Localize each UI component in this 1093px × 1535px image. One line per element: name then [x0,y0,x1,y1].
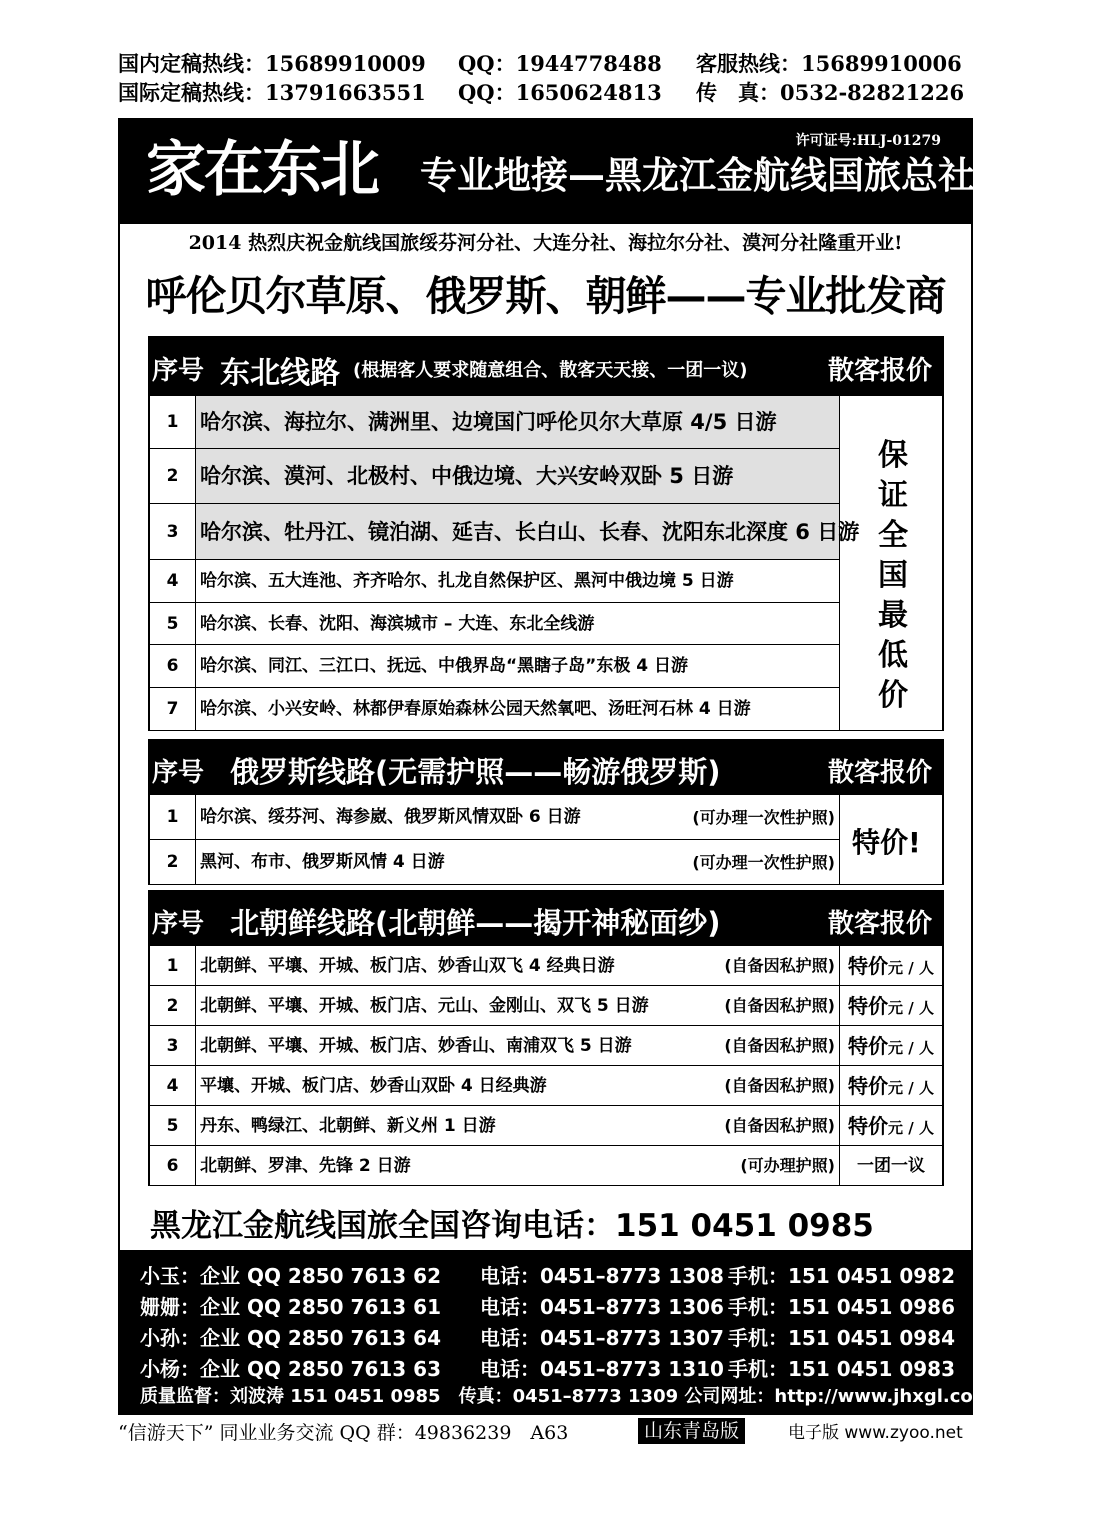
price-unit: 元 / 人 [888,959,934,977]
route-number: 7 [148,688,196,730]
route-row [148,645,840,688]
korea-header [148,890,944,946]
price-label: 散客报价 [827,758,932,788]
price-negotiable: 一团一议 [857,1156,925,1176]
route-row [148,688,840,731]
lowest-price-note: 保证全国最低价 [878,438,908,713]
northeast-table [148,336,944,731]
brand-banner [120,120,975,224]
route-text: 哈尔滨、牡丹江、镜泊湖、延吉、长白山、长春、沈阳东北深度 6 日游 [196,504,840,559]
route-row [148,396,840,449]
route-text: 哈尔滨、漠河、北极村、中俄边境、大兴安岭双卧 5 日游 [196,449,840,503]
no-label: 序号 [152,356,205,386]
route-name: 丹东、鸭绿江、北朝鲜、新义州 1 日游 [200,1116,496,1136]
route-name: 北朝鲜、平壤、开城、板门店、妙香山、南浦双飞 5 日游 [200,1036,632,1056]
brand-name: 家在东北 [146,135,378,205]
footer-qq-group: “信游天下” 同业业务交流 QQ 群：49836239 A63 [118,1422,569,1444]
route-text [196,986,840,1025]
route-row [148,795,840,840]
route-number: 5 [148,603,196,644]
contact-tel: 电话：0451–8773 1310 [480,1357,724,1381]
route-row [148,560,840,603]
route-row [148,946,944,986]
license-number: 许可证号:HLJ-01279 [795,133,941,149]
price-label: 散客报价 [827,356,932,386]
headline: 呼伦贝尔草原、俄罗斯、朝鲜——专业批发商 [145,272,946,320]
route-text [196,946,840,985]
consult-phone: 黑龙江金航线国旅全国咨询电话：151 0451 0985 [150,1208,874,1244]
route-name: 北朝鲜、平壤、开城、板门店、元山、金刚山、双飞 5 日游 [200,996,649,1016]
price-cell [840,1146,944,1185]
service-hotline: 客服热线：15689910006 [696,51,962,76]
quality-line: 质量监督：刘波涛 151 0451 0985 传真：0451–8773 1309 公司网址：http://www.jhxgl.com [140,1386,992,1407]
special-price: 特价 [848,954,889,978]
contact-qq: 小孙：企业 QQ 2850 7613 64 [140,1326,442,1350]
route-number: 6 [148,645,196,687]
route-number: 3 [148,1026,196,1065]
northeast-subtitle: (根据客人要求随意组合、散客天天接、一团一议) [353,360,748,381]
passport-note: (可办理护照) [740,1156,835,1175]
special-price: 特价 [848,1074,889,1098]
route-number: 5 [148,1106,196,1145]
route-number: 3 [148,504,196,559]
route-row [148,1106,944,1146]
contact-panel [120,1250,992,1415]
passport-note: (自备因私护照) [724,1076,835,1095]
price-cell [840,946,944,985]
price-cell [840,1106,944,1145]
route-number: 4 [148,1066,196,1105]
route-name: 哈尔滨、绥芬河、海参崴、俄罗斯风情双卧 6 日游 [200,807,581,827]
price-cell [840,1066,944,1105]
route-text [196,1146,840,1185]
route-row [148,840,840,885]
special-price: 特价 [848,1034,889,1058]
route-number: 2 [148,840,196,884]
russia-header [148,739,944,795]
fax: 传 真：0532-82821226 [696,80,965,105]
route-number: 2 [148,449,196,503]
price-cell [840,1026,944,1065]
contact-mobile: 手机：151 0451 0986 [728,1295,956,1319]
route-row [148,1066,944,1106]
brand-subtitle: 专业地接—黑龙江金航线国旅总社 [420,154,975,197]
route-name: 北朝鲜、平壤、开城、板门店、妙香山双飞 4 经典日游 [200,956,615,976]
passport-note: (自备因私护照) [724,1036,835,1055]
footer [118,1418,978,1446]
contact-tel: 电话：0451–8773 1308 [480,1264,724,1288]
contact-mobile: 手机：151 0451 0984 [728,1326,956,1350]
special-price-cell [840,795,944,885]
special-price: 特价 [848,1114,889,1138]
passport-note: (可办理一次性护照) [692,853,835,872]
route-name: 黑河、布市、俄罗斯风情 4 日游 [200,852,445,872]
route-number: 1 [148,396,196,448]
route-number: 1 [148,795,196,839]
russia-table [148,739,944,885]
celebration-notice: 2014 热烈庆祝金航线国旅绥芬河分社、大连分社、海拉尔分社、漠河分社隆重开业! [188,232,903,254]
route-number: 4 [148,560,196,602]
route-text [196,1106,840,1145]
edition-badge: 山东青岛版 [638,1418,745,1444]
intl-qq: QQ：1650624813 [458,80,662,105]
ad-frame [118,118,992,1415]
northeast-title: 东北线路 [220,356,340,391]
route-text: 哈尔滨、五大连池、齐齐哈尔、扎龙自然保护区、黑河中俄边境 5 日游 [196,560,840,602]
contact-tel: 电话：0451–8773 1306 [480,1295,724,1319]
contact-qq: 小杨：企业 QQ 2850 7613 63 [140,1357,442,1381]
contact-qq: 小玉：企业 QQ 2850 7613 62 [140,1264,442,1288]
footer-website: 电子版 www.zyoo.net [788,1423,963,1443]
korea-table [148,890,944,1190]
route-row [148,603,840,645]
price-unit: 元 / 人 [888,1119,934,1137]
route-number: 6 [148,1146,196,1185]
route-text: 哈尔滨、小兴安岭、林都伊春原始森林公园天然氧吧、汤旺河石林 4 日游 [196,688,840,730]
contact-tel: 电话：0451–8773 1307 [480,1326,724,1350]
price-unit: 元 / 人 [888,1039,934,1057]
route-row [148,504,860,560]
route-row [148,449,840,504]
route-name: 北朝鲜、罗津、先锋 2 日游 [200,1156,411,1176]
special-price: 特价! [852,826,921,859]
northeast-header [148,336,944,396]
passport-note: (可办理一次性护照) [692,808,835,827]
domestic-hotline: 国内定稿热线：15689910009 [118,51,426,76]
route-row [148,1146,944,1186]
contact-mobile: 手机：151 0451 0982 [728,1264,956,1288]
route-text [196,795,840,839]
route-row [148,1026,944,1066]
no-label: 序号 [152,758,205,788]
route-text [196,840,840,884]
contact-qq: 姗姗：企业 QQ 2850 7613 61 [140,1295,442,1319]
korea-title: 北朝鲜线路(北朝鲜——揭开神秘面纱) [230,906,721,940]
price-unit: 元 / 人 [888,1079,934,1097]
passport-note: (自备因私护照) [724,996,835,1015]
route-text: 哈尔滨、同江、三江口、抚远、中俄界岛“黑瞎子岛”东极 4 日游 [196,645,840,687]
intl-hotline: 国际定稿热线：13791663551 [118,80,426,105]
route-text: 哈尔滨、长春、沈阳、海滨城市 – 大连、东北全线游 [196,603,840,644]
no-label: 序号 [152,909,205,939]
route-number: 2 [148,986,196,1025]
lowest-price-cell [840,396,944,731]
domestic-qq: QQ：1944778488 [458,51,662,76]
price-label: 散客报价 [827,909,932,939]
route-text: 哈尔滨、海拉尔、满洲里、边境国门呼伦贝尔大草原 4/5 日游 [196,396,840,448]
contact-mobile: 手机：151 0451 0983 [728,1357,956,1381]
price-cell [840,986,944,1025]
special-price: 特价 [848,994,889,1018]
passport-note: (自备因私护照) [724,956,835,975]
route-row [148,986,944,1026]
russia-title: 俄罗斯线路(无需护照——畅游俄罗斯) [230,755,721,789]
route-text [196,1026,840,1065]
passport-note: (自备因私护照) [724,1116,835,1135]
route-name: 平壤、开城、板门店、妙香山双卧 4 日经典游 [200,1076,547,1096]
route-number: 1 [148,946,196,985]
price-unit: 元 / 人 [888,999,934,1017]
route-text [196,1066,840,1105]
